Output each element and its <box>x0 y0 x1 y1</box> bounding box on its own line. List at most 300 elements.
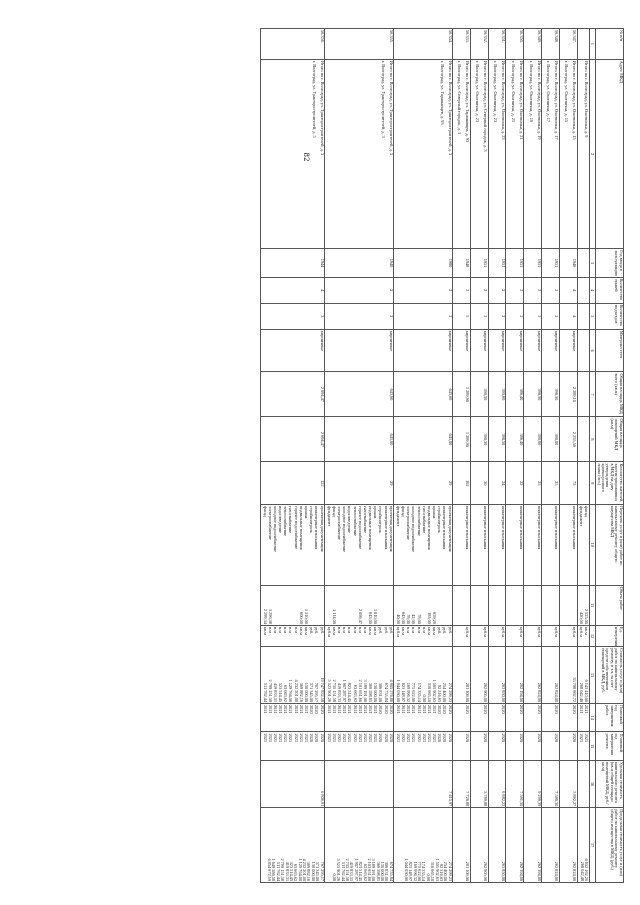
year-repair: 2021 <box>262 733 268 743</box>
unit: руб. <box>442 626 448 635</box>
work-item: газоснабжение <box>362 506 368 534</box>
residents: 25 <box>536 481 542 486</box>
unit: куб.м <box>501 626 507 637</box>
column-number: 15 <box>589 732 595 760</box>
unit: п.м <box>283 626 289 633</box>
cost-cell <box>541 647 559 704</box>
area_total-cell <box>470 372 488 417</box>
work-item: теплоснабжение <box>416 506 422 537</box>
unit: п.м <box>357 626 363 633</box>
column-number: 14 <box>589 704 595 732</box>
floors: 2 <box>501 289 507 292</box>
work-item: крыша <box>373 506 379 519</box>
year-repair: 2020 <box>518 733 524 743</box>
area_total-cell <box>394 372 453 417</box>
floors: 2 <box>554 289 560 292</box>
residents-cell <box>559 462 577 505</box>
limit-cost: 262 194,00 <box>536 861 542 881</box>
area_total: 390,30 <box>483 388 489 401</box>
cost: 63 663,62 <box>283 684 289 703</box>
area_total: 2 289,10 <box>572 386 578 402</box>
year-repair: 2021 <box>278 733 284 743</box>
year: 1944 <box>319 258 325 268</box>
year-repair-cell <box>453 732 471 760</box>
area_rooms: 1 289,90 <box>465 431 471 447</box>
table-row <box>260 29 324 883</box>
year-work: 2020 <box>572 705 578 714</box>
cost: 262 194,00 <box>518 682 524 703</box>
total-label: Итого по г. Волгоград, ул. Охотничья, д. 9 <box>584 60 590 138</box>
row-number: 56.347. <box>572 30 578 43</box>
volume-cell <box>577 585 589 625</box>
year-repair: 2021 <box>432 733 438 743</box>
work-item: инженерные изыскания <box>554 506 560 550</box>
specific-cost-cell <box>470 760 488 807</box>
year-cell <box>541 249 559 277</box>
work-item: крыша <box>304 506 310 519</box>
volume <box>441 587 446 624</box>
limit-cost: 674 755,84 306 831,00 130 000,00 369 598,81 3 189 191,00 2 101 651,60 63 663,62 823 514,45 1 907 287,97 419 833,31 2 735 151,58 511 762,44 5 523 901,26 0,00 <box>331 858 394 881</box>
address-cell <box>488 59 506 249</box>
year-repair: 2020 <box>447 733 453 743</box>
work-item: электроснабжение <box>267 506 273 540</box>
material-cell <box>453 329 471 372</box>
floors: 2 <box>518 289 524 292</box>
row-number-cell <box>260 29 324 60</box>
column-number: 8 <box>589 417 595 462</box>
year-work: 2021 <box>352 705 358 714</box>
work-item: фундамент <box>326 506 332 527</box>
row-number-cell <box>325 29 394 60</box>
address-cell <box>506 59 524 249</box>
year-work: 2021 <box>411 705 417 714</box>
column-number: 11 <box>589 585 595 625</box>
year-work: 2020 <box>465 705 471 714</box>
volume <box>351 587 356 624</box>
residents: 30 <box>483 481 489 486</box>
year-cell <box>325 249 394 277</box>
volume-cell <box>506 585 524 625</box>
entrances-cell <box>260 303 324 329</box>
area_rooms: 2 694,47 <box>319 431 325 447</box>
address: г. Волгоград, ул. Тарашанцев, д. 93 <box>439 60 445 125</box>
cost-cell <box>470 647 488 704</box>
work-item: стройконтроль <box>437 506 443 534</box>
year-repair: 2020 <box>501 733 507 743</box>
work-item: стройконтроль <box>378 506 384 534</box>
year-work: 2021 <box>298 705 304 714</box>
material-cell <box>470 329 488 372</box>
volume-cell <box>470 585 488 625</box>
table-row <box>488 29 506 883</box>
limit-cost-cell <box>506 808 524 883</box>
volume: 643,00 <box>400 612 406 624</box>
specific-cost-cell <box>325 760 394 807</box>
residents-cell <box>453 462 471 505</box>
year-repair-cell <box>541 732 559 760</box>
row-number-cell <box>541 29 559 60</box>
year-work: 2021 <box>278 705 284 714</box>
unit: п.м <box>421 626 427 633</box>
material: кирпичные <box>572 330 578 352</box>
unit-cell <box>394 625 453 646</box>
work-item: инженерные изыскания <box>483 506 489 550</box>
limit-cost-cell <box>325 808 394 883</box>
row-number-cell <box>524 29 542 60</box>
row-number: 56.354. <box>447 30 453 43</box>
area_rooms-cell <box>394 417 453 462</box>
unit: руб. <box>388 626 394 635</box>
entrances: 2 <box>483 315 489 318</box>
table-row <box>577 29 589 883</box>
work-item: газоснабжение <box>288 506 294 534</box>
area_total: 643,60 <box>388 388 394 401</box>
entrances-cell <box>577 303 589 329</box>
residents-cell <box>470 462 488 505</box>
year: 1946 <box>572 258 578 268</box>
year-repair: 2021 <box>304 733 310 743</box>
column-header: Количество подъездов <box>595 303 623 329</box>
volume: 1 310,00 <box>304 608 310 624</box>
year-work: 2020 <box>483 705 489 714</box>
address-cell <box>577 59 589 249</box>
cost: 169 996,32 <box>406 682 412 703</box>
row-number-cell <box>506 29 524 60</box>
volume <box>382 587 387 624</box>
specific-cost: 9 299,39 <box>536 791 542 807</box>
year-cell <box>559 249 577 277</box>
total-label: Итого по г. Волгоград, ул. Тракторостроителей, д. 3 <box>447 60 453 156</box>
year-repair: 2021 <box>416 733 422 743</box>
unit: руб. <box>319 626 325 635</box>
work-item-cell <box>453 505 471 586</box>
column-number: 7 <box>589 372 595 417</box>
cost-cell <box>559 647 577 704</box>
volume: 2 525,00 <box>584 608 590 624</box>
table-row <box>470 29 488 883</box>
material-cell <box>488 329 506 372</box>
work-item: инженерные изыскания <box>501 506 507 550</box>
unit: кв.м <box>298 626 304 635</box>
entrances: 2 <box>554 315 560 318</box>
year-repair: 2020 <box>319 733 325 743</box>
column-header: Предельная стоимость услуг и (или) работ по капитальному ремонту общего имущества в МКД, (руб.) <box>595 808 623 883</box>
column-number: 5 <box>589 303 595 329</box>
cost-cell <box>577 647 589 704</box>
total-label: Итого по г. Волгоград, ул. Охотничья, д. 23 <box>501 60 507 140</box>
column-number: 6 <box>589 329 595 372</box>
column-header: Стоимость услуг и (или) работ по капитальному ремонту, в т.ч. за счет средств собственников помещений в МКД, руб. <box>595 647 623 704</box>
year-repair: 2021 <box>411 733 417 743</box>
cost: 369 598,81 <box>368 682 374 703</box>
volume-cell <box>524 585 542 625</box>
unit-cell <box>325 625 394 646</box>
year-repair-cell <box>260 732 324 760</box>
floors-cell <box>394 277 453 303</box>
year-work: 2021 <box>304 705 310 714</box>
table-body <box>260 29 589 883</box>
row-number: 56.355. <box>388 30 394 43</box>
row-number: 56.348. <box>554 30 560 43</box>
cost-cell <box>506 647 524 704</box>
table-row <box>325 29 394 883</box>
area_rooms: 390,00 <box>536 433 542 446</box>
limit-cost: 262 824,00 <box>572 861 578 881</box>
unit-cell <box>453 625 471 646</box>
cost: 274 299,23 <box>447 682 453 703</box>
year-repair-cell <box>559 732 577 760</box>
column-number: 3 <box>589 249 595 277</box>
year-work: 2021 <box>272 705 278 714</box>
column-number: 2 <box>589 59 595 249</box>
entrances-cell <box>541 303 559 329</box>
residents-cell <box>524 462 542 505</box>
address-cell <box>541 59 559 249</box>
column-header: Адрес МКД <box>595 59 623 249</box>
year-cell <box>506 249 524 277</box>
unit: п.м <box>267 626 273 633</box>
residents: 102 <box>465 480 471 487</box>
cost: 310 665,10 <box>426 682 432 703</box>
unit: п.м <box>293 626 299 633</box>
year-work: 2021 <box>400 705 406 714</box>
area_total-cell <box>577 372 589 417</box>
work-item: горячее водоснабжение <box>293 506 299 550</box>
work-item: горячее водоснабжение <box>357 506 363 550</box>
column-number: 9 <box>589 462 595 505</box>
year-repair-cell <box>577 732 589 760</box>
unit: куб.м <box>554 626 560 637</box>
work-item: холодное водоснабжение <box>411 506 417 552</box>
unit: куб.м <box>536 626 542 637</box>
specific-cost: 7 728,88 <box>465 791 471 807</box>
table-row <box>524 29 542 883</box>
residents: 22 <box>518 481 524 486</box>
year: 1951 <box>483 258 489 268</box>
residents-cell <box>260 462 324 505</box>
address: г. Волгоград, ул. Охотничья, д. 15 <box>564 60 570 123</box>
row-number: 56.356. <box>319 30 325 43</box>
year-work-cell <box>506 704 524 732</box>
year-repair: 2021 <box>579 733 585 743</box>
total-label: Итого по г. Волгоград, ул. Охотничья, д. 19 <box>536 60 542 140</box>
year-work: 2020 <box>378 705 384 714</box>
column-number: 12 <box>589 625 595 646</box>
total-label: Итого по г. Волгоград, ул. Тракторостроителей, д. 5 <box>388 60 394 156</box>
column-number: 13 <box>589 647 595 704</box>
year-work-cell <box>488 704 506 732</box>
cost: 262 824,00 <box>554 682 560 703</box>
area_total-cell <box>453 372 471 417</box>
cost: 1 129 764,00 <box>288 679 294 703</box>
year-work: 2021 <box>357 705 363 714</box>
year-repair: 2021 <box>421 733 427 743</box>
work-item: фундамент <box>579 506 585 527</box>
work-item-cell <box>541 505 559 586</box>
year-repair: 2021 <box>400 733 406 743</box>
cost: 3 189 191,00 <box>362 679 368 703</box>
specific-cost-cell <box>506 760 524 807</box>
volume-cell <box>488 585 506 625</box>
column-header: Плановый год завершения работ <box>595 704 623 732</box>
cost: 2 799 151,58 <box>267 679 273 703</box>
column-header: Плановый год завершения ремонта <box>595 732 623 760</box>
unit: кв.м <box>373 626 379 635</box>
column-header: Ед. измерения <box>595 625 623 646</box>
limit-cost: 262 824,00 <box>554 861 560 881</box>
cost: 5 523 901,26 <box>326 679 332 703</box>
residents-cell <box>577 462 589 505</box>
year-repair: 2021 <box>362 733 368 743</box>
material-cell <box>394 329 453 372</box>
year-repair: 2021 <box>406 733 412 743</box>
cost: 371 345,00 <box>309 682 315 703</box>
cost: 263 850,00 <box>501 682 507 703</box>
work-item: водоотведение <box>347 506 353 533</box>
year-repair: 2021 <box>395 733 401 743</box>
residents-cell <box>325 462 394 505</box>
year-work: 2020 <box>319 705 325 714</box>
year-work: 2020 <box>437 705 443 714</box>
specific-cost: 5 789,88 <box>483 791 489 807</box>
material: кирпичные <box>447 330 453 352</box>
cost: 1 044 030,00 <box>395 679 401 703</box>
material-cell <box>559 329 577 372</box>
volume <box>292 587 297 624</box>
unit: куб.м <box>483 626 489 637</box>
year-repair: 2021 <box>336 733 342 743</box>
floors: 2 <box>536 289 542 292</box>
year-repair: 2020 <box>465 733 471 743</box>
cost: 254 400,00 <box>442 682 448 703</box>
limit-cost-cell <box>470 808 488 883</box>
unit: п.м <box>288 626 294 633</box>
year-work: 2020 <box>383 705 389 714</box>
year-work: 2021 <box>267 705 273 714</box>
specific-cost: 5 892,27 <box>572 791 578 807</box>
limit-cost-cell <box>524 808 542 883</box>
area_total: 390,30 <box>554 388 560 401</box>
floors-cell <box>325 277 394 303</box>
year-repair: 2021 <box>298 733 304 743</box>
residents-cell <box>488 462 506 505</box>
cost: 63 663,62 <box>352 684 358 703</box>
cost: 281 109,00 <box>465 682 471 703</box>
cost: 4 232 201,00 <box>293 679 299 703</box>
work-item-cell <box>559 505 577 586</box>
cost: 823 514,45 <box>347 682 353 703</box>
cost: 2 735 151,58 <box>331 679 337 703</box>
cost-cell <box>488 647 506 704</box>
work-item: инженерные изыскания <box>518 506 524 550</box>
address-cell <box>524 59 542 249</box>
volume: 78,00 <box>406 614 412 624</box>
area_total: 386,40 <box>518 388 524 401</box>
area_total-cell <box>325 372 394 417</box>
unit: руб. <box>383 626 389 635</box>
cost: 823 148,97 <box>400 682 406 703</box>
year-work: 2020 <box>309 705 315 714</box>
area_rooms: 2 255,50 <box>572 431 578 447</box>
unit: руб. <box>447 626 453 635</box>
limit-cost-cell <box>577 808 589 883</box>
material: кирпичные <box>465 330 471 352</box>
area_rooms: 390,30 <box>483 433 489 446</box>
year: 1948 <box>465 258 471 268</box>
year-repair: 2021 <box>357 733 363 743</box>
specific-cost: 7 591,30 <box>518 791 524 807</box>
specific-cost-cell <box>453 760 471 807</box>
year-work: 2021 <box>347 705 353 714</box>
area_rooms-cell <box>577 417 589 462</box>
area_total-cell <box>506 372 524 417</box>
unit-cell <box>470 625 488 646</box>
volume <box>287 587 292 624</box>
year-repair: 2021 <box>584 733 590 743</box>
entrances-cell <box>325 303 394 329</box>
row-number-cell <box>394 29 453 60</box>
volume <box>318 587 323 624</box>
year-repair: 2020 <box>378 733 384 743</box>
volume <box>346 587 351 624</box>
work-item: фасад <box>584 506 590 517</box>
entrances-cell <box>559 303 577 329</box>
cost: 130 000,00 <box>304 682 310 703</box>
year-work: 2020 <box>447 705 453 714</box>
year-repair: 2020 <box>536 733 542 743</box>
volume: 78,00 <box>416 614 422 624</box>
floors-cell <box>506 277 524 303</box>
address-cell <box>453 59 471 249</box>
work-item: подвальные помещения <box>368 506 374 550</box>
area_rooms-cell <box>506 417 524 462</box>
year-work: 2021 <box>336 705 342 714</box>
address: г. Волгоград, ул. Тракторостроителей, д. 5 <box>311 60 317 138</box>
area_rooms-cell <box>541 417 559 462</box>
entrances: 4 <box>572 315 578 318</box>
column-number: 10 <box>589 505 595 586</box>
residents-cell <box>541 462 559 505</box>
year-repair-cell <box>488 732 506 760</box>
work-item: теплоснабжение <box>283 506 289 537</box>
area_rooms-cell <box>260 417 324 462</box>
unit: п.м <box>352 626 358 633</box>
row-number-cell <box>577 29 589 60</box>
work-item: холодное водоснабжение <box>342 506 348 552</box>
area_rooms: 641,00 <box>388 433 394 446</box>
limit-cost-cell <box>541 808 559 883</box>
address-cell <box>394 59 453 249</box>
unit: п.м <box>336 626 342 633</box>
residents: 122 <box>319 480 325 487</box>
row-number: 56.351. <box>501 30 507 43</box>
address: г. Волгоград, ул. Охотничья, д. 19 <box>528 60 534 123</box>
table-row <box>506 29 524 883</box>
unit: п.м <box>416 626 422 633</box>
volume: 1 114,00 <box>331 608 337 624</box>
year-repair-cell <box>470 732 488 760</box>
specific-cost: 6 882,23 <box>501 791 507 807</box>
work-item-cell <box>524 505 542 586</box>
work-item: фасад <box>400 506 406 517</box>
floors: 2 <box>447 289 453 292</box>
floors: 4 <box>319 289 325 292</box>
column-header: Объем работ <box>595 585 623 625</box>
year-repair: 2021 <box>272 733 278 743</box>
area_total-cell <box>541 372 559 417</box>
volume <box>341 587 346 624</box>
year-work: 2020 <box>442 705 448 714</box>
